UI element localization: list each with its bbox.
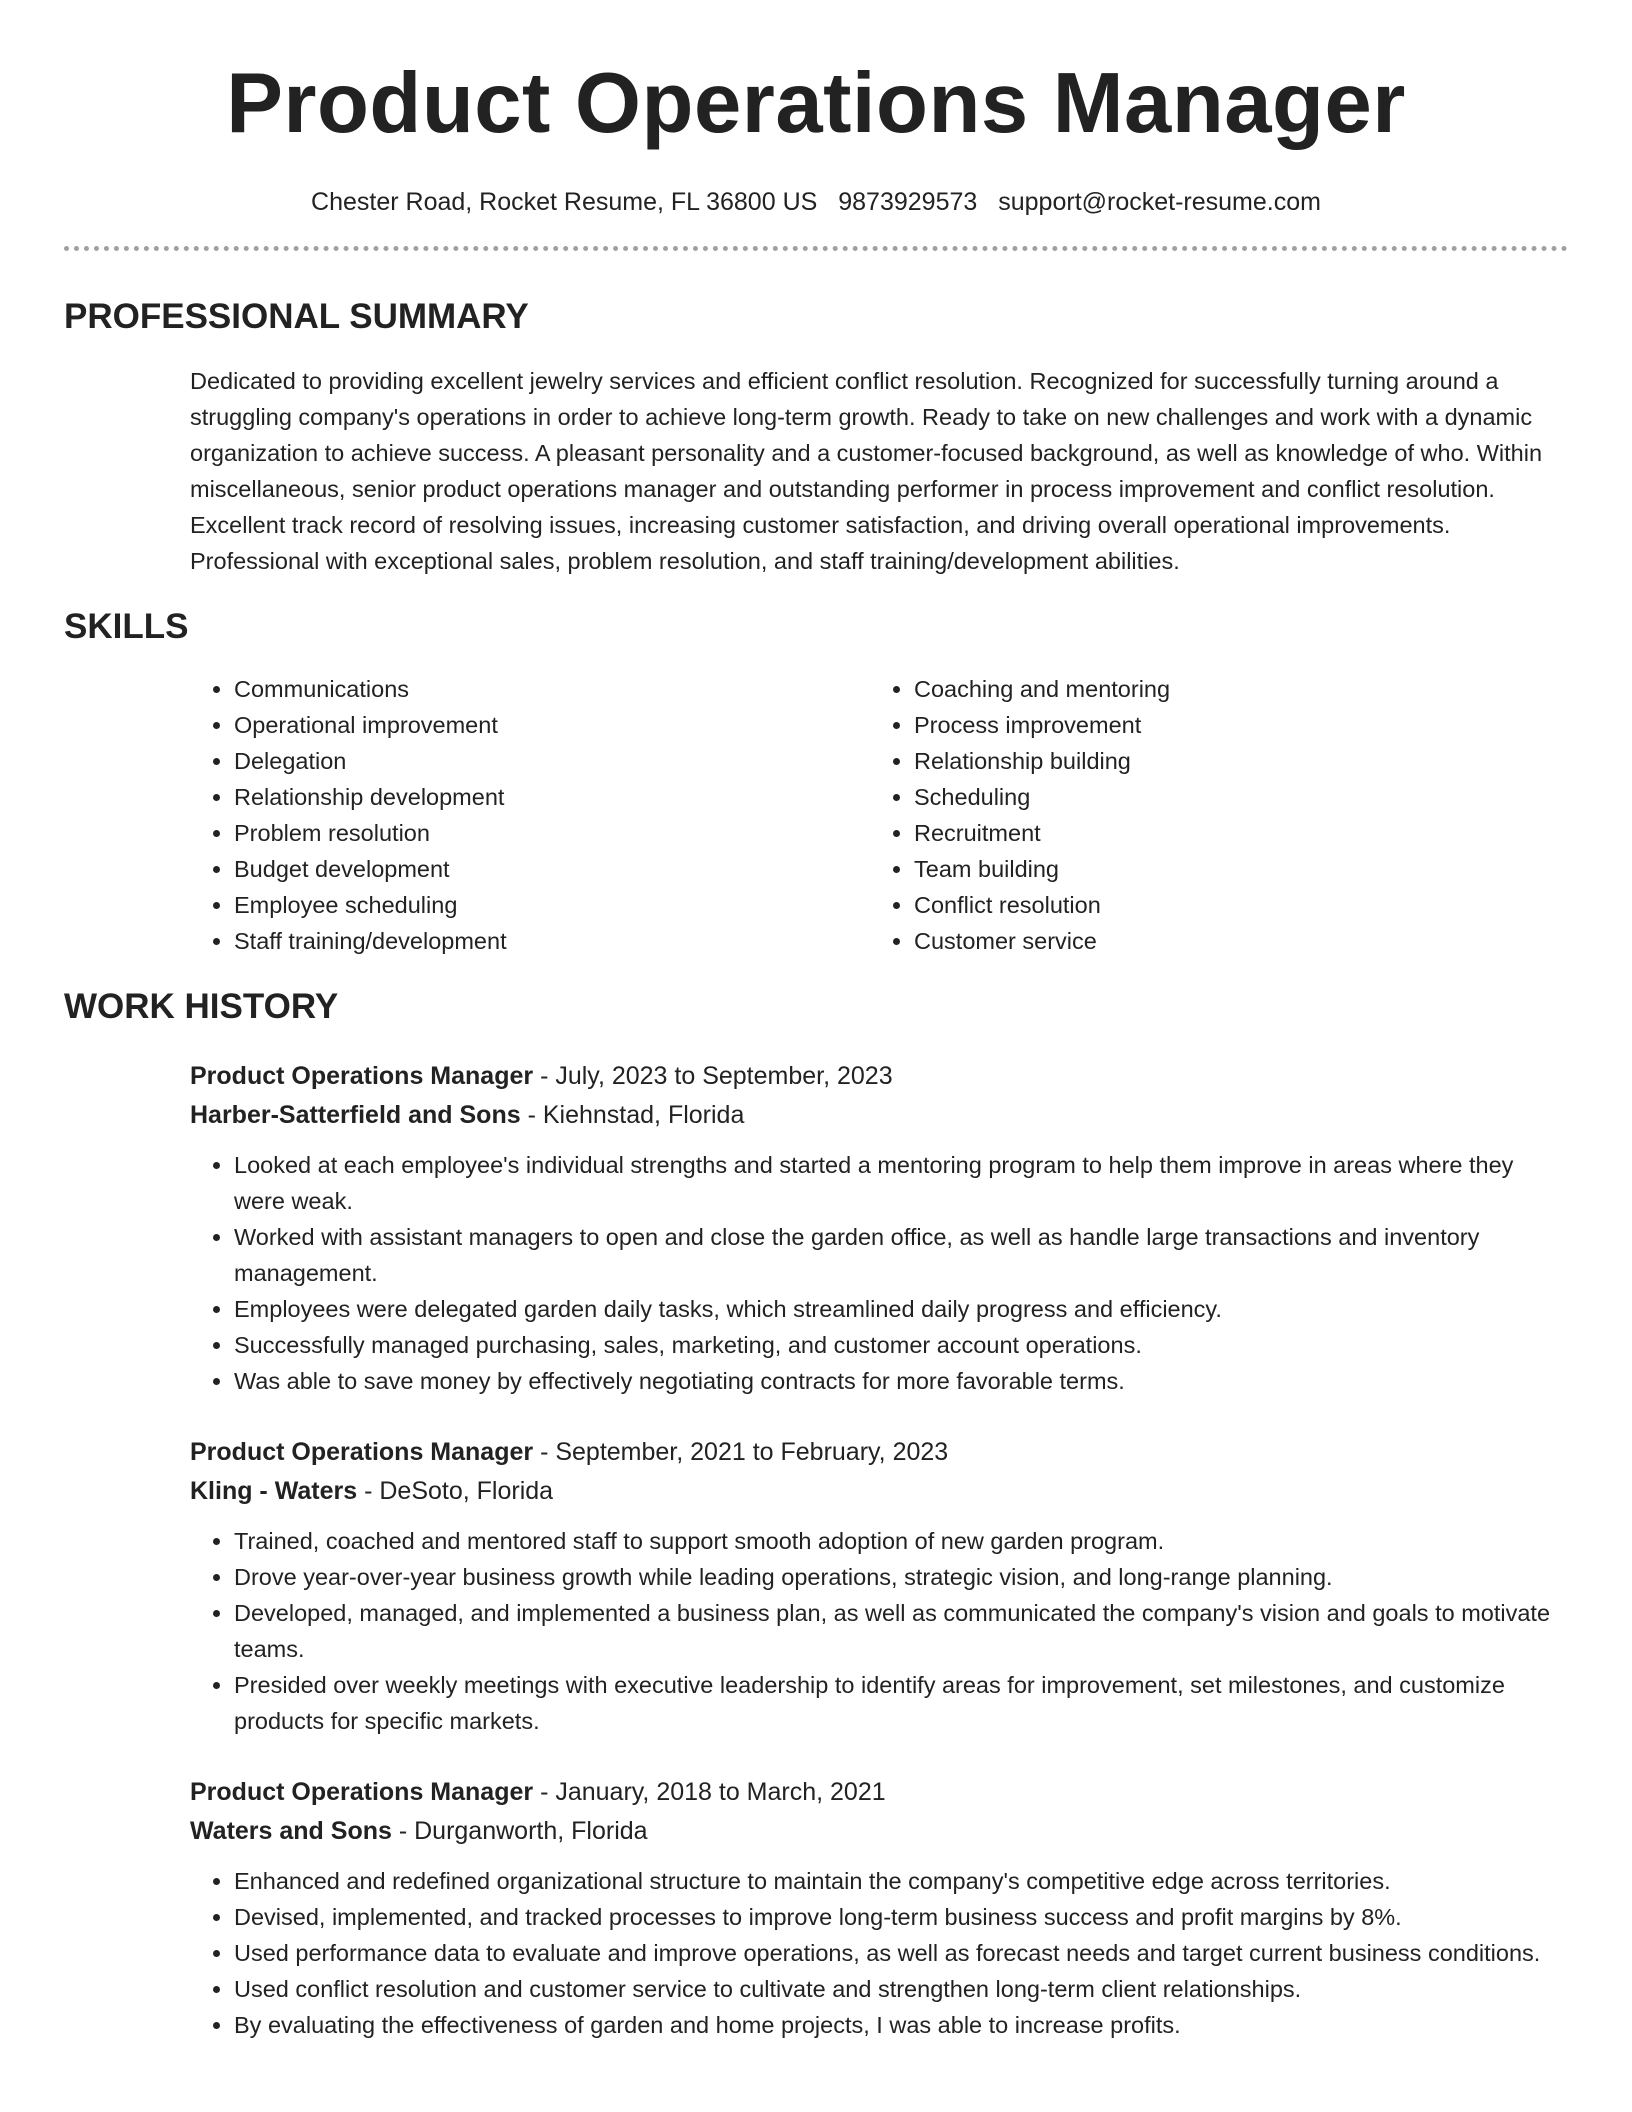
job-company: Waters and Sons [190, 1817, 392, 1845]
header-divider [64, 246, 1568, 251]
skill-item: • Coaching and mentoring [914, 671, 1550, 707]
skill-item: • Team building [914, 851, 1550, 887]
contact-email: support@rocket-resume.com [998, 188, 1321, 216]
resume-name: Product Operations Manager [226, 56, 1406, 151]
skill-item: • Staff training/development [234, 923, 870, 959]
job-bullet: • Was able to save money by effectively negotiating contracts for more favorable terms. [234, 1363, 1568, 1399]
work-history-heading: WORK HISTORY [64, 987, 339, 1026]
job-company-line [190, 1812, 1568, 1851]
job-company-line [190, 1096, 1568, 1135]
skill-item: • Recruitment [914, 815, 1550, 851]
skills-heading: SKILLS [64, 607, 189, 646]
skill-item: • Process improvement [914, 707, 1550, 743]
skill-item: • Problem resolution [234, 815, 870, 851]
summary-text: Dedicated to providing excellent jewelry services and efficient conflict resolution. Recognized for successfully turning around a struggling company's operations in order to achieve long-term growth. Ready to take on new challenges and work with a dynamic organization to achieve success. A pleasant personality and a customer-focused background, as well as knowledge of who. Within miscellaneous, senior product operations manager and outstanding performer in process improvement and conflict resolution. Excellent track record of resolving issues, increasing customer satisfaction, and driving overall operational improvements. Professional with exceptional sales, problem resolution, and staff training/development abilities. [190, 368, 1543, 574]
job-company: Kling - Waters [190, 1477, 358, 1505]
skill-item: • Operational improvement [234, 707, 870, 743]
job-bullet: • Used performance data to evaluate and improve operations, as well as forecast needs and target current business conditions. [234, 1935, 1568, 1971]
skill-item: • Relationship development [234, 779, 870, 815]
job-company-line [190, 1472, 1568, 1511]
job-bullet: • By evaluating the effectiveness of garden and home projects, I was able to increase profits. [234, 2007, 1568, 2043]
contact-line [64, 186, 1568, 218]
job-location: - Kiehnstad, Florida [520, 1101, 745, 1129]
job-title-line [190, 1057, 1568, 1096]
job-bullet: • Worked with assistant managers to open and close the garden office, as well as handle large transactions and inventory management. [234, 1219, 1568, 1291]
job-entry [190, 1773, 1568, 2043]
job-bullet: • Drove year-over-year business growth while leading operations, strategic vision, and long-range planning. [234, 1559, 1568, 1595]
skill-item: • Employee scheduling [234, 887, 870, 923]
skill-item: • Budget development [234, 851, 870, 887]
job-company: Harber-Satterfield and Sons [190, 1101, 521, 1129]
job-bullet: • Devised, implemented, and tracked processes to improve long-term business success and profit margins by 8%. [234, 1899, 1568, 1935]
job-entry [190, 1057, 1568, 1399]
job-bullet: • Enhanced and redefined organizational structure to maintain the company's competitive edge across territories. [234, 1863, 1568, 1899]
skills-right-column [870, 671, 1550, 959]
job-bullet: • Trained, coached and mentored staff to support smooth adoption of new garden program. [234, 1523, 1568, 1559]
skill-item: • Relationship building [914, 743, 1550, 779]
contact-phone: 9873929573 [838, 188, 978, 216]
job-dates: - September, 2021 to February, 2023 [533, 1438, 949, 1466]
job-entry [190, 1433, 1568, 1739]
job-title: Product Operations Manager [190, 1438, 534, 1466]
job-dates: - January, 2018 to March, 2021 [533, 1778, 886, 1806]
job-bullets [190, 1523, 1568, 1739]
job-bullet: • Successfully managed purchasing, sales, marketing, and customer account operations. [234, 1327, 1568, 1363]
job-location: - Durganworth, Florida [391, 1817, 648, 1845]
skill-item: • Conflict resolution [914, 887, 1550, 923]
job-bullets [190, 1863, 1568, 2043]
job-location: - DeSoto, Florida [357, 1477, 554, 1505]
job-dates: - July, 2023 to September, 2023 [533, 1062, 893, 1090]
job-bullet: • Used conflict resolution and customer service to cultivate and strengthen long-term client relationships. [234, 1971, 1568, 2007]
skills-grid [190, 671, 1568, 959]
job-title: Product Operations Manager [190, 1062, 534, 1090]
contact-address: Chester Road, Rocket Resume, FL 36800 US [311, 188, 818, 216]
skill-item: • Customer service [914, 923, 1550, 959]
skill-item: • Scheduling [914, 779, 1550, 815]
job-bullet: • Looked at each employee's individual strengths and started a mentoring program to help them improve in areas where they were weak. [234, 1147, 1568, 1219]
job-title-line [190, 1433, 1568, 1472]
job-title: Product Operations Manager [190, 1778, 534, 1806]
skills-left-column [190, 671, 870, 959]
summary-heading: PROFESSIONAL SUMMARY [64, 297, 529, 336]
job-bullet: • Presided over weekly meetings with executive leadership to identify areas for improvement, set milestones, and customize products for specific markets. [234, 1667, 1568, 1739]
job-title-line [190, 1773, 1568, 1812]
job-bullets [190, 1147, 1568, 1399]
job-bullet: • Developed, managed, and implemented a business plan, as well as communicated the company's vision and goals to motivate teams. [234, 1595, 1568, 1667]
skill-item: • Delegation [234, 743, 870, 779]
skill-item: • Communications [234, 671, 870, 707]
job-bullet: • Employees were delegated garden daily tasks, which streamlined daily progress and efficiency. [234, 1291, 1568, 1327]
